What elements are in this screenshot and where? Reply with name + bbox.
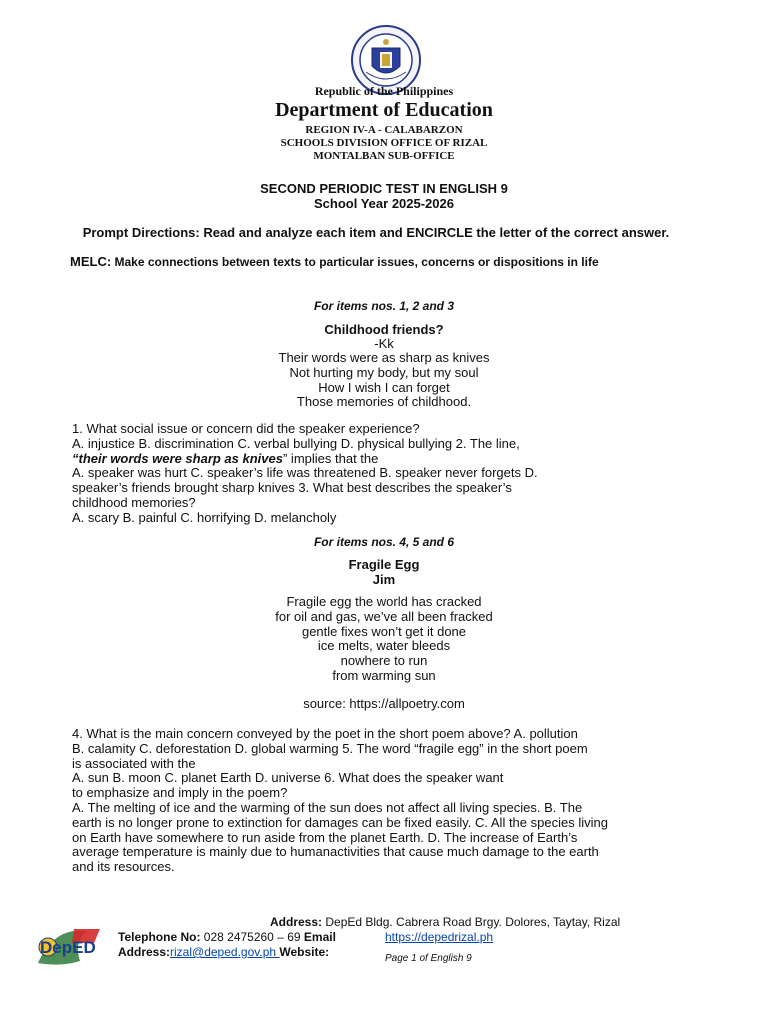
question-line: 4. What is the main concern conveyed by the poet in the short poem above? A. pollution	[72, 726, 578, 741]
poem2-author: Jim	[372, 572, 396, 587]
poem1-line: Those memories of childhood.	[296, 394, 472, 410]
email-label: Email	[303, 930, 336, 944]
page-number: Page 1 of English 9	[385, 953, 472, 964]
question-line-quote	[72, 452, 682, 467]
questions-1-3	[72, 422, 682, 526]
question-line: earth is no longer prone to extinction for damages can be fixed easily. C. All the species living	[72, 814, 608, 830]
question-line: to emphasize and imply in the poem?	[72, 785, 288, 801]
footer-telephone	[118, 930, 336, 944]
republic-heading: Republic of the Philippines	[314, 84, 454, 98]
questions-4-6	[72, 727, 682, 875]
poem2-line: Fragile egg the world has cracked	[286, 594, 482, 609]
question-line: B. calamity C. deforestation D. global warming 5. The word “fragile egg” in the short poem	[72, 740, 588, 756]
poem2-line: ice melts, water bleeds	[317, 638, 451, 654]
deped-footer-logo	[34, 923, 104, 969]
question-line: A. scary B. painful C. horrifying D. melancholy	[72, 509, 337, 525]
telephone-label: Telephone No:	[118, 930, 201, 944]
division-line: SCHOOLS DIVISION OFFICE OF RIZAL	[280, 137, 488, 149]
department-title: Department of Education	[275, 99, 493, 121]
footer-address	[270, 915, 620, 929]
poem1-author: -Kk	[374, 336, 394, 351]
poem2-line: from warming sun	[332, 667, 436, 683]
telephone-value: 028 2475260 – 69	[200, 930, 304, 944]
question-line: A. sun B. moon C. planet Earth D. universe 6. What does the speaker want	[72, 770, 504, 786]
melc-statement	[70, 254, 630, 270]
question-line: A. injustice B. discrimination C. verbal bullying D. physical bullying 2. The line,	[72, 435, 520, 451]
section1-for-items: For items nos. 1, 2 and 3	[313, 299, 455, 313]
email-link[interactable]: rizal@deped.gov.ph	[170, 945, 280, 959]
poem1-title: Childhood friends?	[324, 322, 444, 337]
website-link[interactable]: https://depedrizal.ph	[385, 930, 494, 944]
poem2-line: nowhere to run	[340, 653, 428, 669]
section2-for-items: For items nos. 4, 5 and 6	[313, 535, 455, 549]
test-title: SECOND PERIODIC TEST IN ENGLISH 9	[260, 181, 508, 196]
melc-text: Make connections between texts to particular issues, concerns or dispositions in life	[111, 255, 599, 269]
deped-logo-text: DepED	[40, 938, 96, 957]
poem2-source: source: https://allpoetry.com	[303, 696, 465, 711]
question-line: A. The melting of ice and the warming of the sun does not affect all living species. B. The	[72, 799, 583, 815]
question-line: is associated with the	[72, 755, 196, 771]
quoted-line: “their words were sharp as knives	[72, 450, 283, 466]
poem1-line: Their words were as sharp as knives	[278, 350, 490, 365]
question-line: and its resources.	[72, 859, 175, 875]
question-line: 1. What social issue or concern did the speaker experience?	[72, 421, 420, 436]
melc-label: MELC:	[70, 254, 112, 269]
poem2-line: gentle fixes won’t get it done	[301, 623, 467, 639]
poem2-title: Fragile Egg	[348, 557, 420, 572]
poem1-line: Not hurting my body, but my soul	[289, 364, 479, 380]
email-address-label: Address:	[118, 945, 171, 959]
poem2-line: for oil and gas, we’ve all been fracked	[275, 608, 493, 624]
school-year: School Year 2025-2026	[314, 196, 454, 211]
question-line: on Earth have somewhere to run aside from the planet Earth. D. The increase of Earth’s	[72, 829, 578, 845]
question-line: childhood memories?	[72, 494, 196, 510]
website-label: Website:	[279, 945, 330, 959]
prompt-directions: Prompt Directions: Read and analyze each item and ENCIRCLE the letter of the correct answer.	[82, 225, 670, 240]
suboffice-line: MONTALBAN SUB-OFFICE	[313, 150, 455, 162]
poem2-body	[0, 595, 768, 684]
poem1-body	[0, 351, 768, 410]
footer-email	[118, 945, 329, 959]
poem1-line: How I wish I can forget	[318, 379, 450, 395]
address-label: Address:	[270, 915, 323, 929]
question-line: A. speaker was hurt C. speaker’s life was threatened B. speaker never forgets D.	[72, 465, 538, 481]
question-line: average temperature is mainly due to humanactivities that cause much damage to the earth	[72, 844, 599, 860]
question-line: speaker’s friends brought sharp knives 3. What best describes the speaker’s	[72, 480, 512, 496]
region-line: REGION IV-A - CALABARZON	[305, 124, 463, 136]
address-value: DepEd Bldg. Cabrera Road Brgy. Dolores, Taytay, Rizal	[322, 915, 621, 929]
quote-rest: ” implies that the	[282, 450, 379, 466]
